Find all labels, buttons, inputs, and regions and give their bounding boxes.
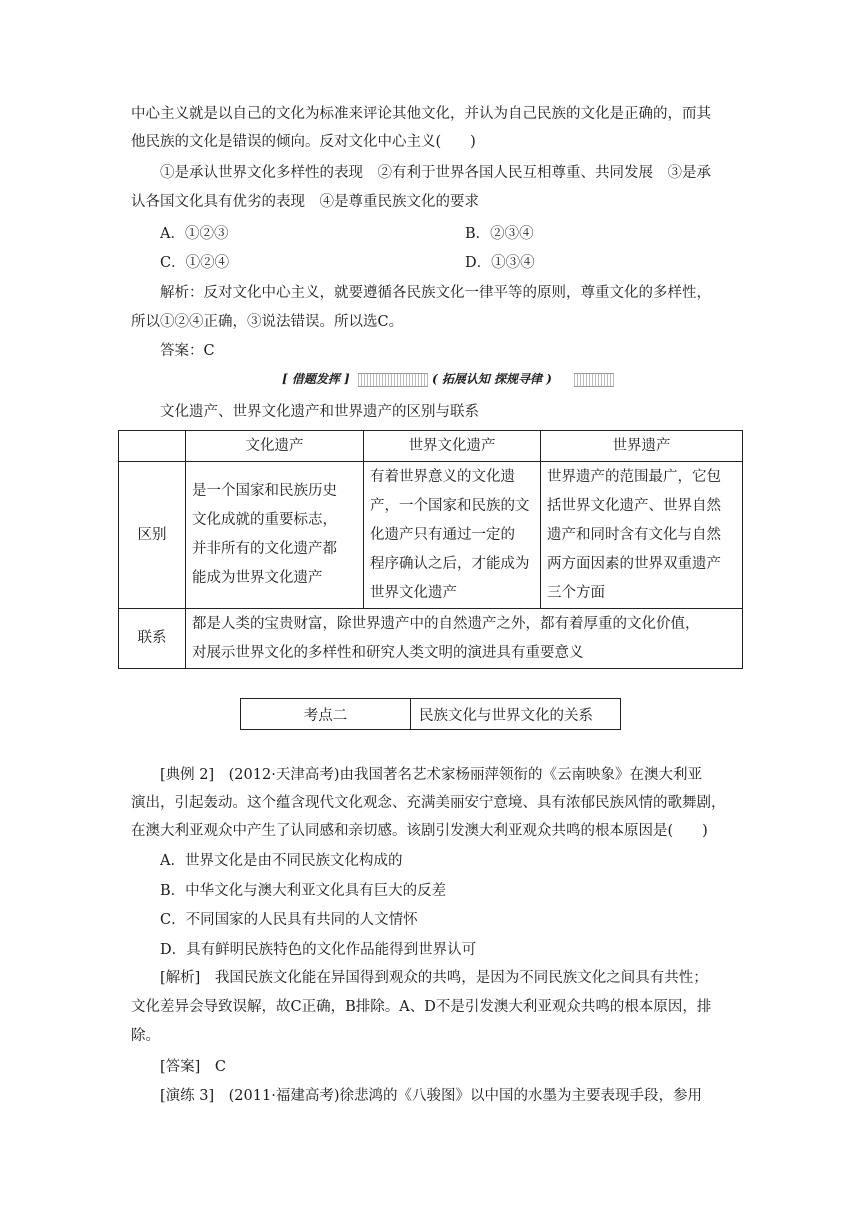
drill3-line-1: [演练 3] (2011·福建高考)徐悲鸿的《八骏图》以中国的水墨为主要表现手段，参用: [160, 1088, 702, 1104]
intro-line-2: 他民族的文化是错误的倾向。反对文化中心主义( ): [131, 134, 476, 150]
cell-line: 两方面因素的世界双重遗产: [547, 555, 721, 572]
example2-analysis-line-1: [解析] 我国民族文化能在异国得到观众的共鸣，是因为不同民族文化之间具有共性；: [160, 970, 708, 986]
example2-analysis-line-2: 文化差异会导致误解，故C正确，B排除。A、D不是引发澳大利亚观众共鸣的根本原因，排: [131, 999, 712, 1015]
cell-line: 能成为世界文化遗产: [192, 570, 323, 586]
cell-line: 三个方面: [547, 584, 605, 601]
analysis-line-1: 解析：反对文化中心主义，就要遵循各民族文化一律平等的原则，尊重文化的多样性，: [160, 285, 711, 301]
statement-line-1: ①是承认世界文化多样性的表现 ②有利于世界各国人民互相尊重、共同发展 ③是承: [160, 165, 711, 181]
cell-line: 程序确认之后，才能成为: [370, 555, 530, 572]
header-world-cultural-heritage: 世界文化遗产: [364, 431, 541, 462]
cell-line: 世界遗产的范围最广，它包: [547, 468, 721, 485]
answer: 答案：C: [160, 343, 215, 359]
cell-line: 并非所有的文化遗产都: [192, 541, 337, 557]
table-row-connection: [119, 609, 743, 669]
cell-line: 对展示世界文化的多样性和研究人类文明的演进具有重要意义: [192, 644, 584, 661]
header-cell-empty: [119, 431, 186, 462]
cell-line: 都是人类的宝贵财富，除世界遗产中的自然遗产之外，都有着厚重的文化价值，: [192, 615, 700, 632]
example2-answer: [答案] C: [160, 1059, 226, 1075]
banner-hatch-right: [574, 373, 614, 387]
kaodian-title: 民族文化与世界文化的关系: [411, 699, 621, 730]
cell-line: 化遗产只有通过一定的: [370, 526, 515, 543]
header-world-heritage: 世界遗产: [541, 431, 743, 462]
kaodian-box: [240, 698, 621, 730]
cell-line: 括世界文化遗产、世界自然: [547, 497, 721, 514]
cell-world-heritage-difference: [541, 462, 743, 609]
cell-line: 是一个国家和民族历史: [192, 483, 337, 499]
cell-line: 文化成就的重要标志，: [192, 512, 337, 528]
example2-option-b: B．中华文化与澳大利亚文化具有巨大的反差: [160, 883, 447, 899]
cell-line: 产，一个国家和民族的文: [370, 497, 530, 514]
banner-hatch-left: [358, 373, 428, 387]
example2-line-2: 演出，引起轰动。这个蕴含现代文化观念、充满美丽安宁意境、具有浓郁民族风情的歌舞剧，: [131, 795, 726, 811]
header-cultural-heritage: 文化遗产: [186, 431, 364, 462]
cell-connection: [186, 609, 743, 669]
row-label-connection: 联系: [119, 609, 186, 669]
option-b: B．②③④: [465, 226, 534, 242]
table-header-row: [119, 431, 743, 462]
statement-line-2: 认各国文化具有优劣的表现 ④是尊重民族文化的要求: [131, 194, 479, 210]
example2-option-c: C．不同国家的人民具有共同的人文情怀: [160, 912, 418, 928]
cell-line: 遗产和同时含有文化与自然: [547, 526, 721, 543]
kaodian-number: 考点二: [241, 699, 411, 730]
comparison-table: [118, 430, 743, 669]
cell-line: 世界文化遗产: [370, 584, 457, 601]
option-d: D．①③④: [465, 255, 535, 271]
option-c: C．①②④: [160, 255, 230, 271]
cell-line: 有着世界意义的文化遗: [370, 468, 515, 485]
table-title: 文化遗产、世界文化遗产和世界遗产的区别与联系: [160, 404, 479, 420]
row-label-difference: 区别: [119, 462, 186, 609]
cell-cultural-heritage-difference: [186, 462, 364, 609]
example2-option-a: A．世界文化是由不同民族文化构成的: [160, 853, 403, 869]
option-a: A．①②③: [160, 226, 229, 242]
example2-option-d: D．具有鲜明民族特色的文化作品能得到世界认可: [160, 942, 477, 958]
example2-line-3: 在澳大利亚观众中产生了认同感和亲切感。该剧引发澳大利亚观众共鸣的根本原因是( ): [131, 823, 708, 839]
cell-world-cultural-heritage-difference: [364, 462, 541, 609]
banner-right-label: ( 拓展认知 探规寻律 ): [432, 372, 552, 386]
intro-line-1: 中心主义就是以自己的文化为标准来评论其他文化，并认为自己民族的文化是正确的，而其: [131, 106, 711, 122]
banner-left-label: [ 借题发挥 ]: [282, 372, 350, 386]
table-row-difference: [119, 462, 743, 609]
analysis-line-2: 所以①②④正确，③说法错误。所以选C。: [131, 314, 404, 330]
example2-analysis-line-3: 除。: [131, 1028, 160, 1044]
example2-line-1: [典例 2] (2012·天津高考)由我国著名艺术家杨丽萍领衔的《云南映象》在澳大利亚: [160, 767, 702, 783]
